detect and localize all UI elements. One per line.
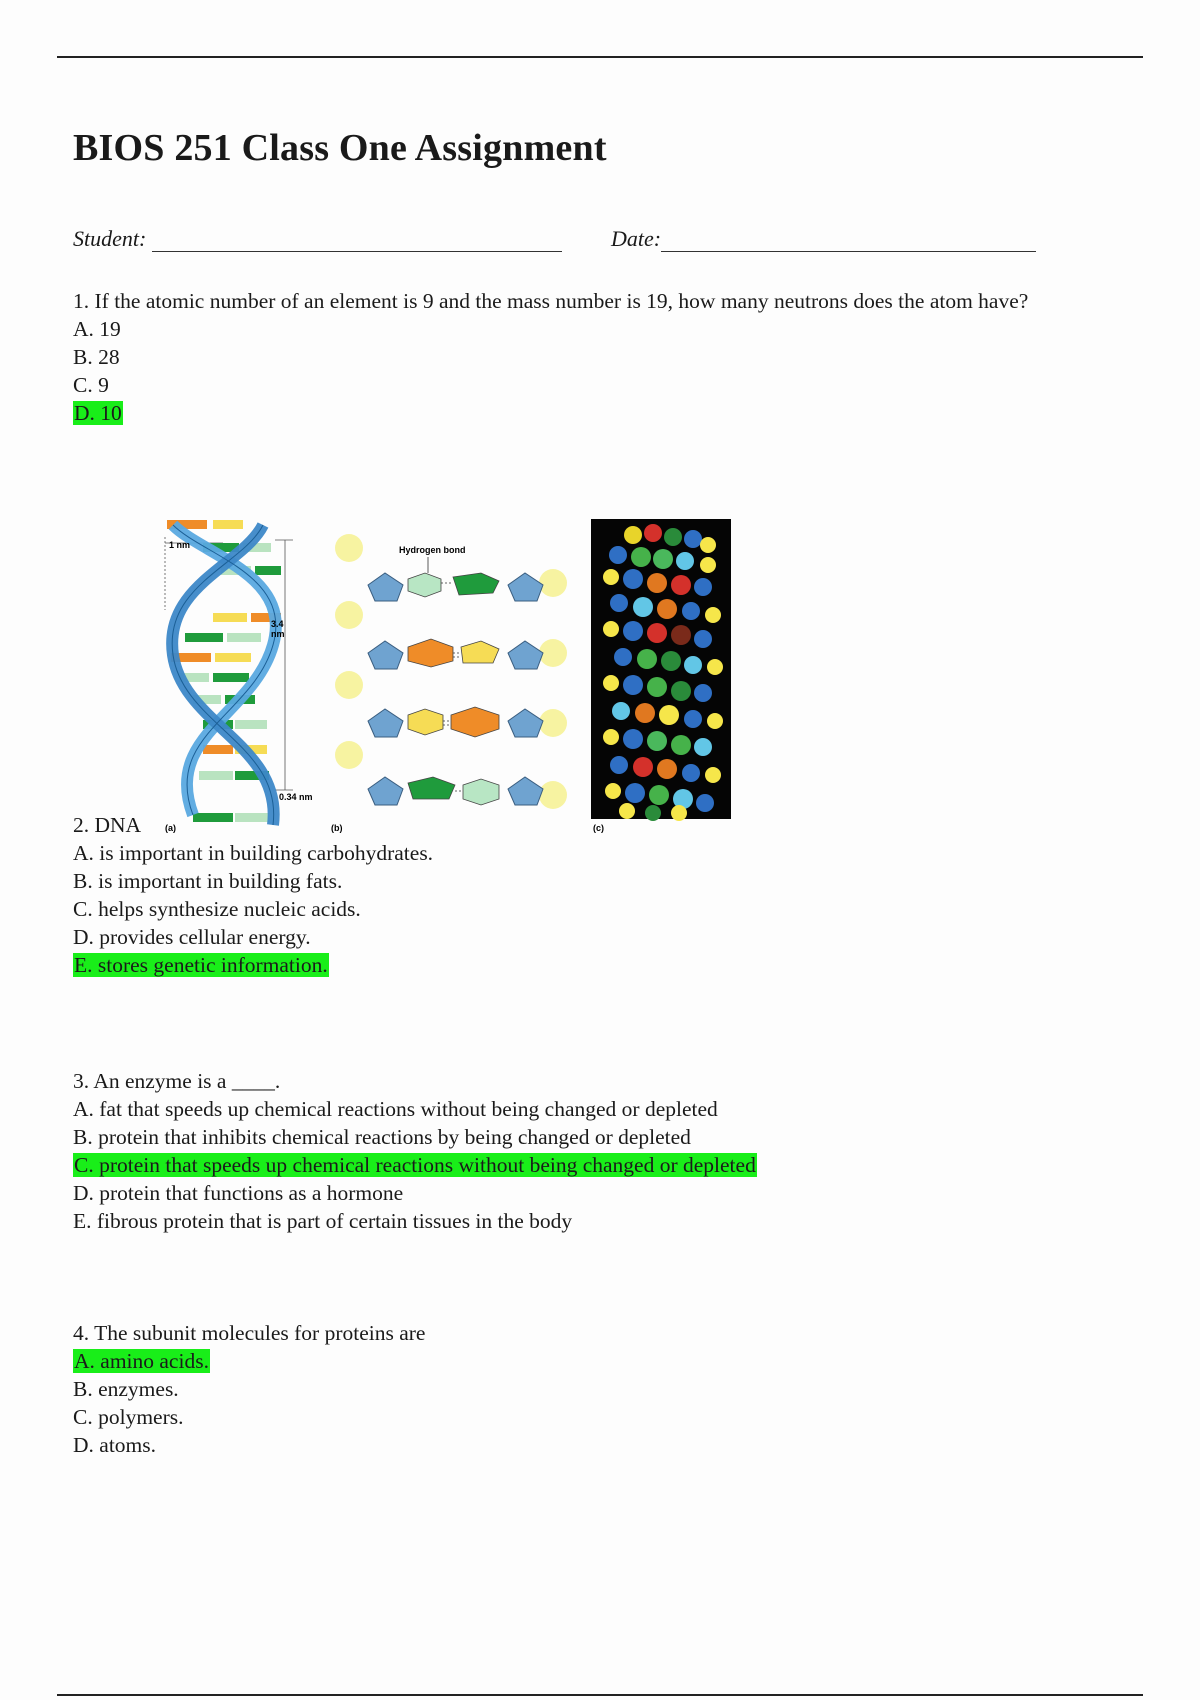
dna-figure bbox=[163, 515, 733, 835]
option-b: B. enzymes. bbox=[73, 1377, 179, 1401]
date-label: Date: bbox=[611, 226, 662, 251]
question-1 bbox=[73, 287, 1028, 427]
option-b: B. protein that inhibits chemical reactions by being changed or depleted bbox=[73, 1125, 691, 1149]
option-c: C. helps synthesize nucleic acids. bbox=[73, 897, 361, 921]
question-stem: 4. The subunit molecules for proteins are bbox=[73, 1321, 426, 1345]
question-3 bbox=[73, 1067, 757, 1235]
question-4 bbox=[73, 1319, 425, 1459]
option-a: A. fat that speeds up chemical reactions without being changed or depleted bbox=[73, 1097, 718, 1121]
option-d: D. atoms. bbox=[73, 1433, 157, 1457]
option-c: C. polymers. bbox=[73, 1405, 184, 1429]
option-e-correct: E. stores genetic information. bbox=[74, 953, 328, 977]
student-field bbox=[73, 226, 562, 252]
pitch-label: 3.4 bbox=[271, 619, 284, 629]
option-c-correct: C. protein that speeds up chemical reactions without being changed or depleted bbox=[74, 1153, 756, 1177]
bottom-rule bbox=[57, 1694, 1143, 1696]
top-rule bbox=[57, 56, 1143, 58]
option-b: B. 28 bbox=[73, 345, 120, 369]
option-a: A. is important in building carbohydrates. bbox=[73, 841, 434, 865]
option-b: B. is important in building fats. bbox=[73, 869, 343, 893]
panel-b-label: (b) bbox=[331, 823, 343, 833]
pitch-unit-label: nm bbox=[271, 629, 285, 639]
panel-c-label: (c) bbox=[593, 823, 604, 833]
question-stem: 3. An enzyme is a ____. bbox=[73, 1069, 281, 1093]
option-a: A. 19 bbox=[73, 317, 121, 341]
date-field bbox=[611, 226, 1036, 252]
option-d: D. provides cellular energy. bbox=[73, 925, 311, 949]
dna-illustration bbox=[163, 515, 733, 835]
student-label: Student: bbox=[73, 226, 147, 251]
question-stem: 1. If the atomic number of an element is 9 and the mass number is 19, how many neutrons does the atom have? bbox=[73, 289, 1029, 313]
date-blank[interactable] bbox=[661, 229, 1036, 252]
page-title: BIOS 251 Class One Assignment bbox=[73, 127, 607, 169]
question-2 bbox=[73, 811, 433, 979]
panel-a-label: (a) bbox=[165, 823, 176, 833]
option-d: D. protein that functions as a hormone bbox=[73, 1181, 404, 1205]
dna-helix-diagram bbox=[165, 520, 293, 825]
question-stem: 2. DNA bbox=[73, 813, 142, 837]
option-d-correct: D. 10 bbox=[74, 401, 122, 425]
option-c: C. 9 bbox=[73, 373, 109, 397]
rise-label: 0.34 nm bbox=[279, 792, 313, 802]
option-e: E. fibrous protein that is part of certain tissues in the body bbox=[73, 1209, 573, 1233]
student-blank[interactable] bbox=[152, 229, 562, 252]
one-nm-label: 1 nm bbox=[169, 540, 191, 550]
option-a-correct: A. amino acids. bbox=[74, 1349, 209, 1373]
hydrogen-bond-label: Hydrogen bond bbox=[399, 545, 466, 555]
space-filling-model bbox=[591, 519, 731, 821]
base-pairing-diagram bbox=[335, 534, 567, 809]
